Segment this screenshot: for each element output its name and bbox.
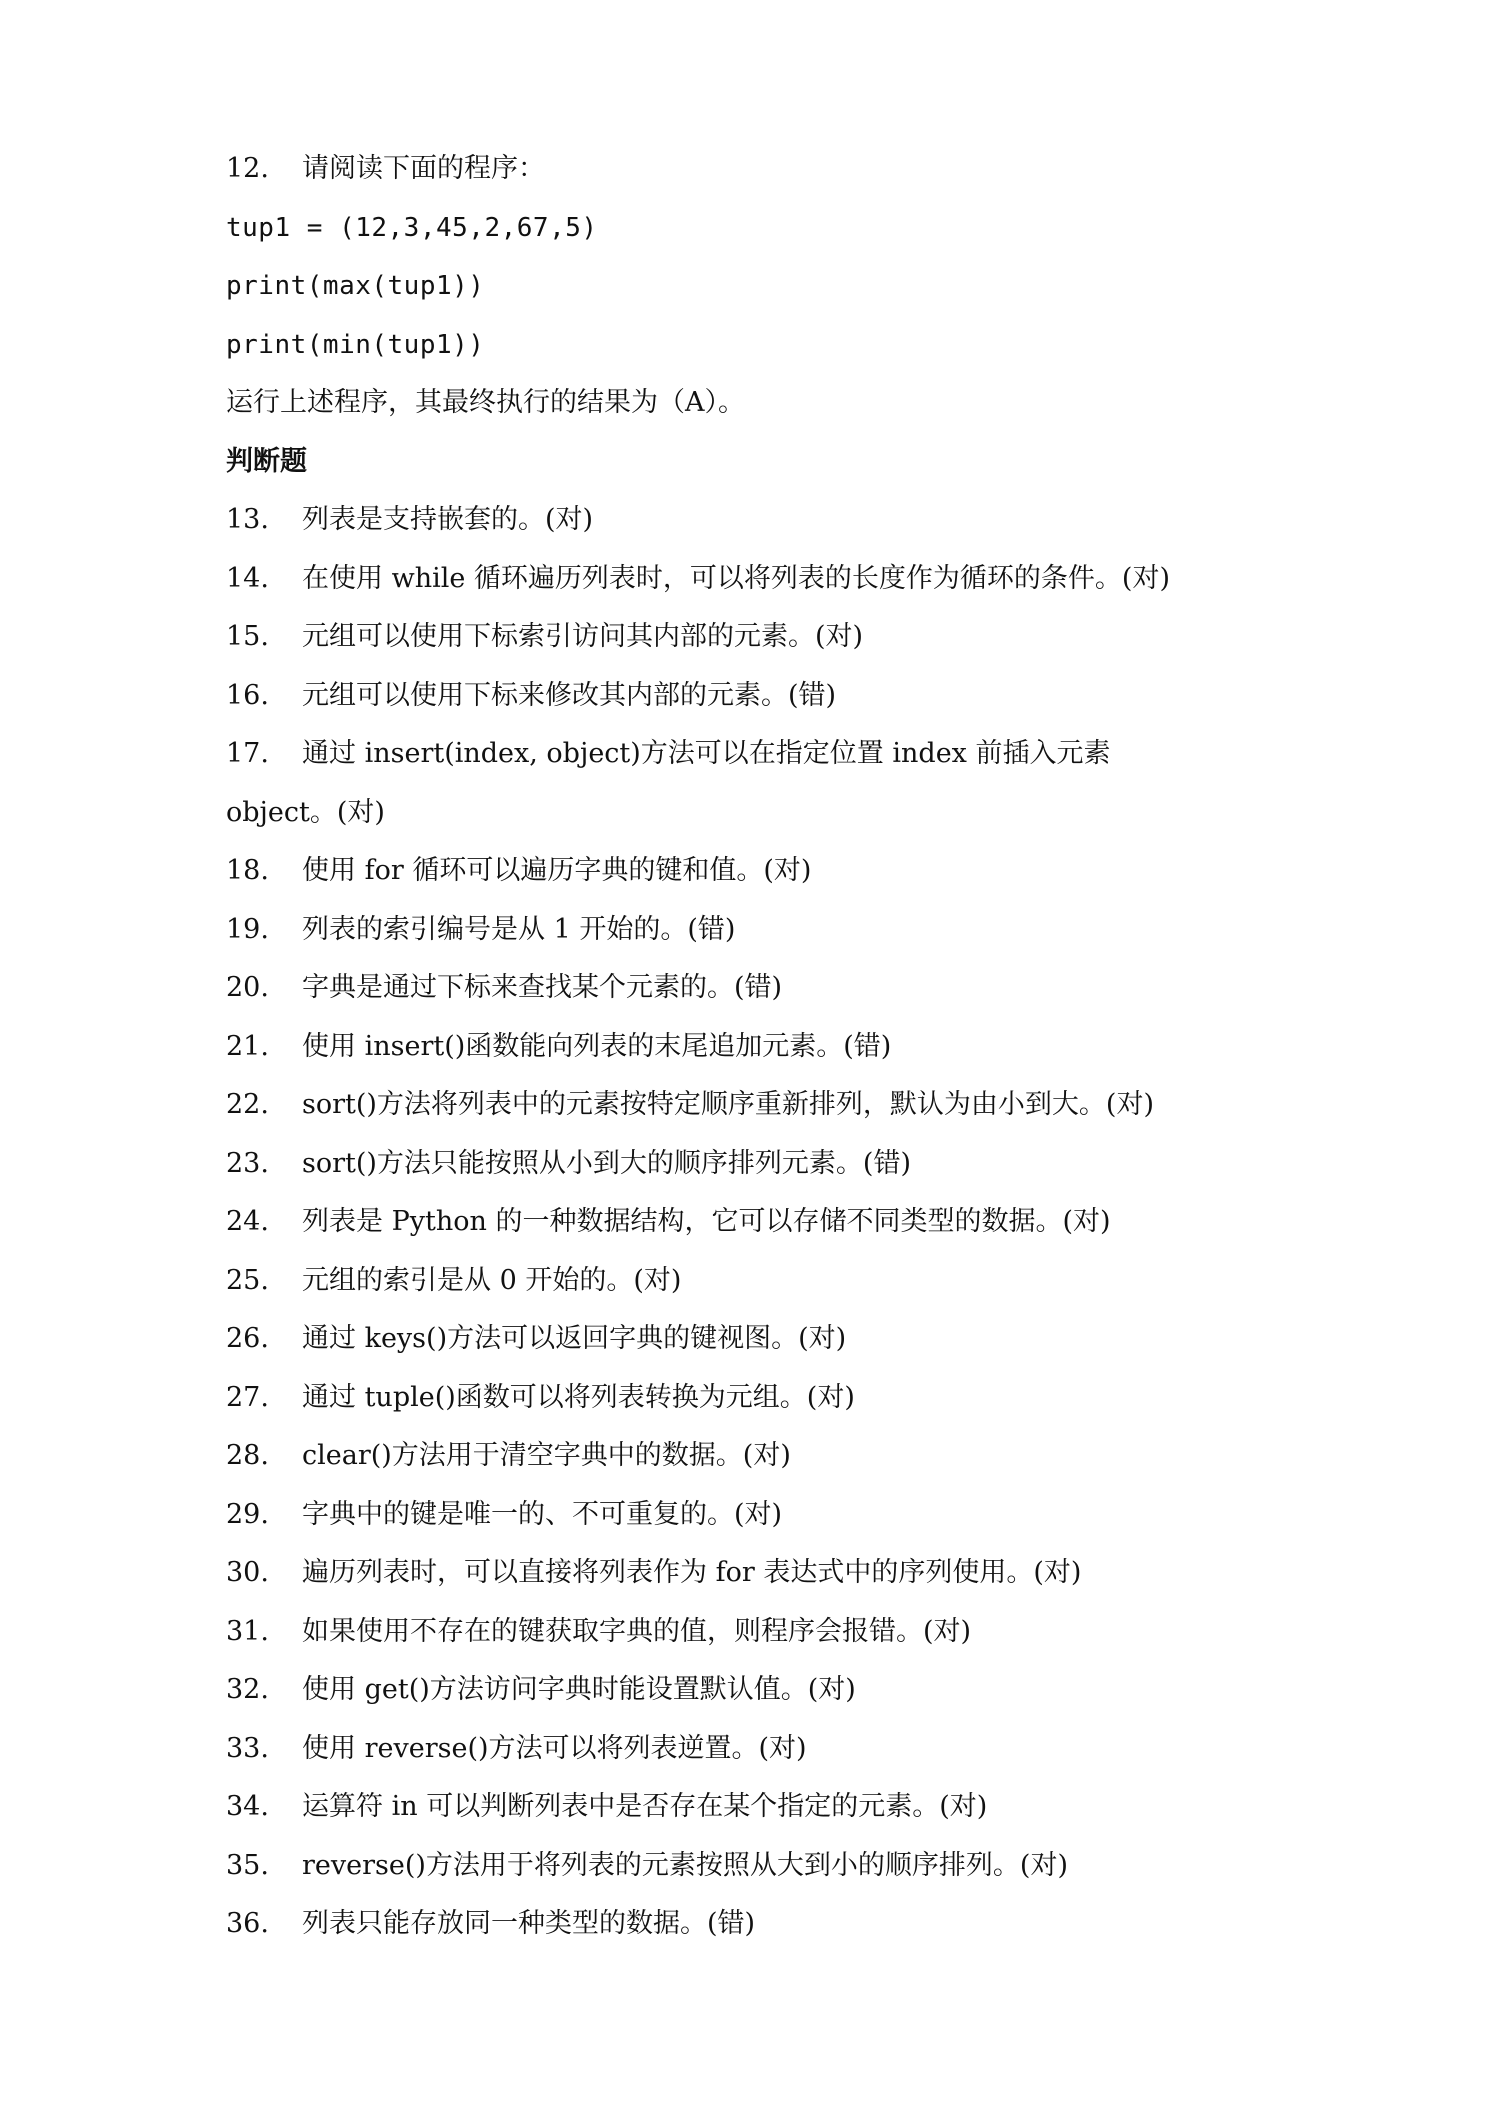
item-number: 26. [226,1323,269,1354]
item-number: 18. [226,855,269,886]
list-item [226,1544,1376,1603]
item-text: 使用 for 循环可以遍历字典的键和值。(对) [302,855,812,886]
item-number: 21. [226,1030,269,1062]
item-text: reverse()方法用于将列表的元素按照从大到小的顺序排列。(对) [302,1849,1068,1881]
item-text: 运算符 in 可以判断列表中是否存在某个指定的元素。(对) [302,1791,988,1822]
list-item [226,1778,1376,1837]
list-item [226,1018,1376,1077]
item-number: 33. [226,1732,269,1764]
item-text: 列表是 Python 的一种数据结构，它可以存储不同类型的数据。(对) [302,1206,1111,1237]
list-item [226,491,1376,550]
item-number: 17. [226,738,269,769]
item-text: 遍历列表时，可以直接将列表作为 for 表达式中的序列使用。(对) [302,1557,1082,1588]
list-item [226,1369,1376,1428]
item-number: 32. [226,1674,269,1705]
item-number: 36. [226,1908,269,1939]
item-number: 15. [226,621,269,652]
list-item [226,1076,1376,1135]
list-item [226,1427,1376,1486]
item-text: 列表是支持嵌套的。(对) [302,504,594,535]
list-item [226,1603,1376,1662]
item-number: 34. [226,1791,269,1822]
question-result: 运行上述程序，其最终执行的结果为（A）。 [226,387,745,418]
list-item [226,842,1376,901]
item-number: 28. [226,1440,269,1471]
item-text: 通过 insert(index, object)方法可以在指定位置 index 前插入元素 [302,738,1111,769]
item-number: 13. [226,504,269,535]
item-number: 14. [226,562,269,594]
item-number: 31. [226,1615,269,1647]
item-text: 列表的索引编号是从 1 开始的。(错) [302,913,736,945]
item-number: 23. [226,1147,269,1179]
section-title: 判断题 [226,445,307,477]
item-text: 通过 tuple()函数可以将列表转换为元组。(对) [302,1381,855,1413]
true-false-list [226,491,1376,1954]
item-number: 16. [226,679,269,711]
list-item [226,667,1376,726]
item-number: 25. [226,1264,269,1296]
list-item [226,725,1376,784]
list-item [226,901,1376,960]
code-line: print(max(tup1)) [226,271,485,301]
list-item [226,1252,1376,1311]
list-item [226,959,1376,1018]
item-text: 在使用 while 循环遍历列表时，可以将列表的长度作为循环的条件。(对) [302,562,1170,594]
list-item [226,1661,1376,1720]
item-number: 29. [226,1498,269,1530]
question-12-heading [226,140,1376,199]
item-text: 使用 reverse()方法可以将列表逆置。(对) [302,1732,807,1764]
list-item [226,1310,1376,1369]
list-item [226,1135,1376,1194]
item-text: clear()方法用于清空字典中的数据。(对) [302,1440,791,1471]
code-line: print(min(tup1)) [226,329,485,360]
item-number: 24. [226,1206,269,1237]
list-item [226,1720,1376,1779]
item-number: 22. [226,1089,269,1120]
item-text: 通过 keys()方法可以返回字典的键视图。(对) [302,1323,847,1354]
item-text-continuation: object。(对) [226,796,385,828]
item-text: 元组的索引是从 0 开始的。(对) [302,1264,682,1296]
item-text: 使用 get()方法访问字典时能设置默认值。(对) [302,1674,856,1705]
list-item [226,550,1376,609]
item-text: 字典中的键是唯一的、不可重复的。(对) [302,1498,783,1530]
item-text: 如果使用不存在的键获取字典的值，则程序会报错。(对) [302,1615,972,1647]
list-item [226,608,1376,667]
item-text: sort()方法只能按照从小到大的顺序排列元素。(错) [302,1147,912,1179]
document-body [226,140,1376,1954]
item-number: 35. [226,1849,269,1881]
item-text: 列表只能存放同一种类型的数据。(错) [302,1908,756,1939]
list-item [226,1193,1376,1252]
item-text: 字典是通过下标来查找某个元素的。(错) [302,972,783,1003]
list-item [226,1486,1376,1545]
item-number: 19. [226,913,269,945]
item-text: 元组可以使用下标来修改其内部的元素。(错) [302,679,837,711]
question-number: 12. [226,153,269,184]
item-number: 20. [226,972,269,1003]
code-line: tup1 = (12,3,45,2,67,5) [226,212,598,243]
item-text: sort()方法将列表中的元素按特定顺序重新排列，默认为由小到大。(对) [302,1089,1155,1120]
list-item [226,1895,1376,1954]
item-number: 30. [226,1557,269,1588]
list-item [226,1837,1376,1896]
item-text: 使用 insert()函数能向列表的末尾追加元素。(错) [302,1030,892,1062]
item-number: 27. [226,1381,269,1413]
question-prompt: 请阅读下面的程序： [302,153,545,184]
item-text: 元组可以使用下标索引访问其内部的元素。(对) [302,621,864,652]
